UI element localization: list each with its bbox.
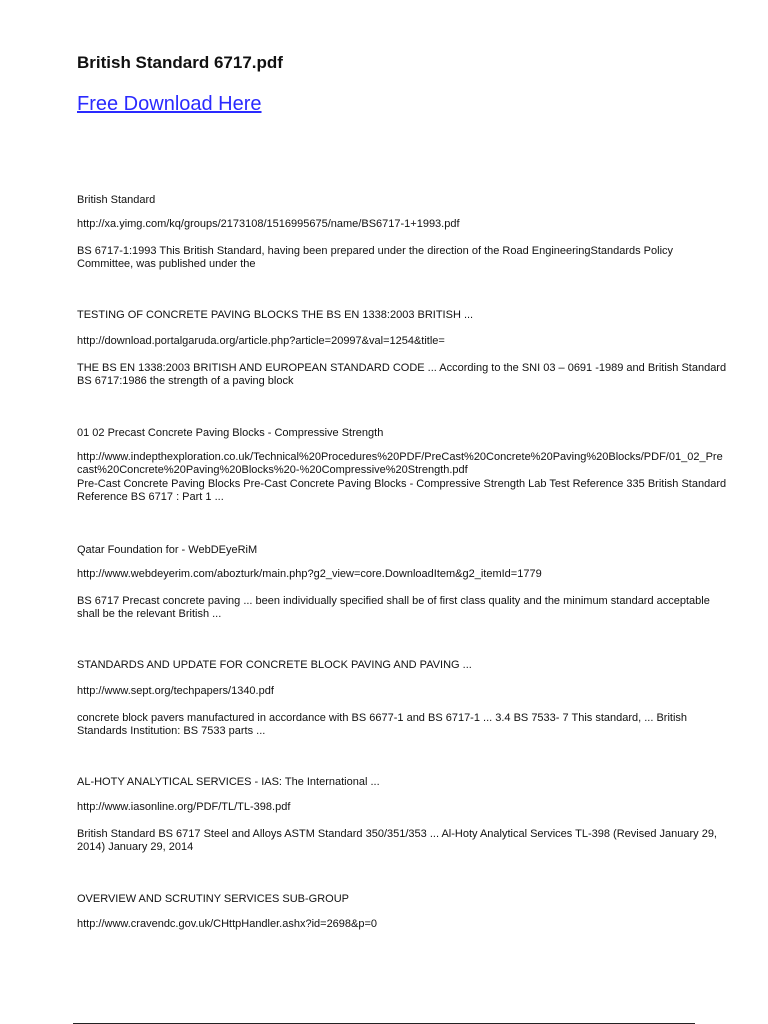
entry-snippet-2: THE BS EN 1338:2003 BRITISH AND EUROPEAN STANDARD CODE ... According to the SNI 03 – 0691 -1989 and British Standard BS 6717:1986 the strength of a paving block [77, 362, 727, 387]
entry-title-2: TESTING OF CONCRETE PAVING BLOCKS THE BS EN 1338:2003 BRITISH ... [77, 309, 474, 321]
entry-url-7[interactable]: http://www.cravendc.gov.uk/CHttpHandler.ashx?id=2698&p=0 [77, 918, 378, 930]
entry-url-5[interactable]: http://www.sept.org/techpapers/1340.pdf [77, 685, 274, 697]
entry-url-3[interactable]: http://www.indepthexploration.co.uk/Technical%20Procedures%20PDF/PreCast%20Concrete%20Paving%20Blocks/PDF/01_02_Precast%20Concrete%20Paving%20Blocks%20-%20Compressive%20Strength.pdf [77, 451, 723, 476]
entry-title-5: STANDARDS AND UPDATE FOR CONCRETE BLOCK PAVING AND PAVING ... [77, 659, 472, 671]
entry-snippet-1: BS 6717-1:1993 This British Standard, having been prepared under the direction of the Road EngineeringStandards Policy Committee, was published under the [77, 245, 674, 270]
entry-url-1[interactable]: http://xa.yimg.com/kq/groups/2173108/1516995675/name/BS6717-1+1993.pdf [77, 218, 460, 230]
entry-title-3: 01 02 Precast Concrete Paving Blocks - Compressive Strength [77, 427, 384, 439]
document-title: British Standard 6717.pdf [77, 53, 283, 72]
entry-snippet-3: Pre-Cast Concrete Paving Blocks Pre-Cast Concrete Paving Blocks - Compressive Strength Lab Test Reference 335 British Standard Reference BS 6717 : Part 1 ... [77, 478, 727, 503]
entry-url-2[interactable]: http://download.portalgaruda.org/article.php?article=20997&val=1254&title= [77, 335, 445, 347]
entry-snippet-6: British Standard BS 6717 Steel and Alloys ASTM Standard 350/351/353 ... Al-Hoty Analytical Services TL-398 (Revised January 29, 2014) January 29, 2014 [77, 828, 717, 853]
entry-snippet-4: BS 6717 Precast concrete paving ... been individually specified shall be of first class quality and the minimum standard acceptable shall be the relevant British ... [77, 595, 710, 620]
entry-snippet-5: concrete block pavers manufactured in accordance with BS 6677-1 and BS 6717-1 ... 3.4 BS 7533- 7 This standard, ... British Standards Institution: BS 7533 parts ... [77, 712, 688, 737]
entry-url-6[interactable]: http://www.iasonline.org/PDF/TL/TL-398.pdf [77, 801, 291, 813]
entry-url-4[interactable]: http://www.webdeyerim.com/abozturk/main.php?g2_view=core.DownloadItem&g2_itemId=1779 [77, 568, 542, 580]
entry-title-1: British Standard [77, 194, 156, 206]
free-download-link[interactable]: Free Download Here [77, 93, 262, 115]
entry-title-4: Qatar Foundation for - WebDEyeRiM [77, 544, 258, 556]
entry-title-7: OVERVIEW AND SCRUTINY SERVICES SUB-GROUP [77, 893, 350, 905]
entry-title-6: AL-HOTY ANALYTICAL SERVICES - IAS: The International ... [77, 776, 380, 788]
